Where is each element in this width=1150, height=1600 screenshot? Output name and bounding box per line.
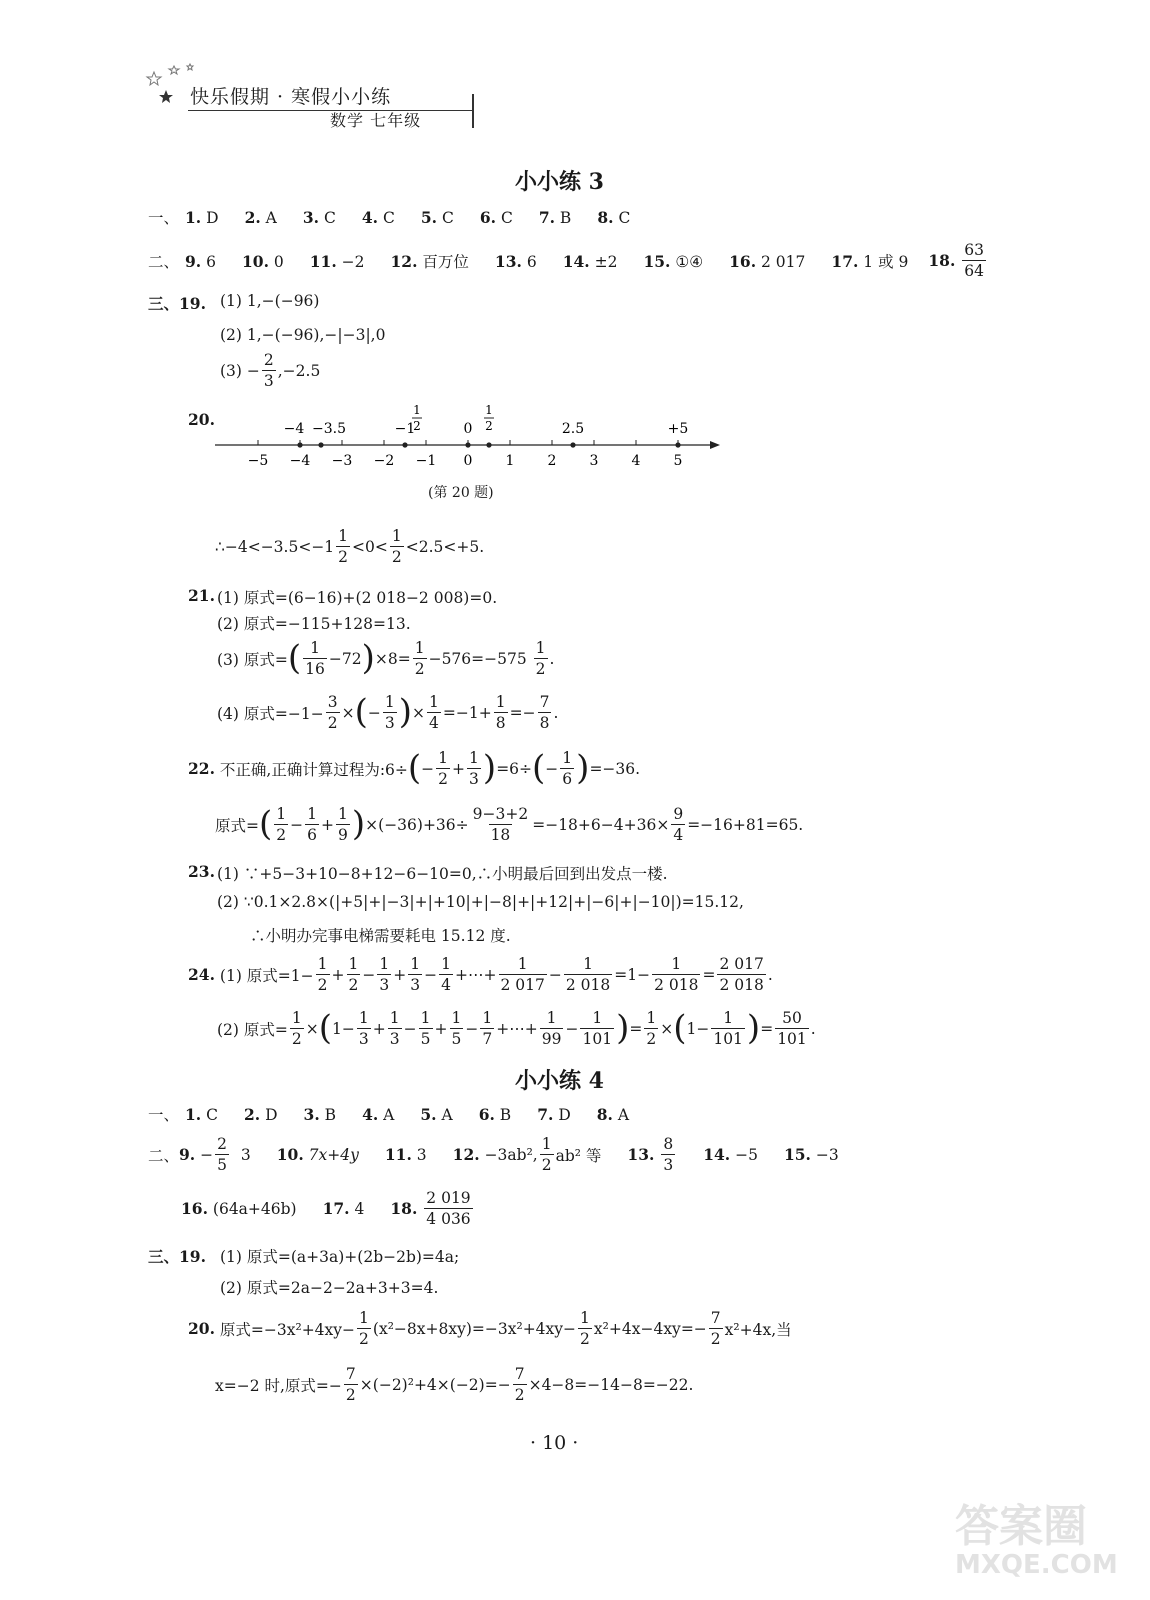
tick-label: 2: [547, 453, 557, 469]
tick-label: −3: [331, 453, 353, 469]
s4-part1: 一、 1. C 2. D 3. B 4. A 5. A 6. B 7. D 8. A: [148, 1104, 630, 1124]
tick-label: −5: [247, 453, 269, 469]
s3-q21-label: 21.: [188, 586, 215, 605]
s3-q19-label: 三、19.: [148, 294, 206, 313]
fraction-numerator: 1: [413, 403, 421, 417]
s3-q24-a1: 24. (1) 原式=1− $\frac{1}{2}$ + 1 2 − 1 3 + 1 3 − 1 4 +⋯+ 1 2 017 − 1 2 018 =1− 1 2 018 = 2 017 2 018 .: [188, 955, 773, 995]
fraction: 1 2: [338, 527, 349, 567]
point-label: −3.5: [312, 421, 346, 437]
answer-item: 1. C: [185, 1104, 218, 1124]
header-bar: [472, 94, 474, 128]
tick-label: −2: [373, 453, 395, 469]
watermark-url: MXQE.COM: [955, 1550, 1118, 1580]
s3-q20-label: 20.: [188, 410, 215, 429]
point-dot: [402, 442, 407, 447]
point-label: +5: [667, 421, 689, 437]
answer-item: 10. 0: [242, 251, 284, 271]
answer-item: 13. 6: [494, 251, 537, 271]
answer-item: 4. C: [361, 207, 395, 227]
answer-item: 5. A: [420, 1104, 453, 1124]
header-rule: [188, 110, 473, 111]
answer-item: 3. B: [303, 1104, 337, 1124]
tick-label: 5: [673, 453, 683, 469]
answer-item: 16. 2 017: [729, 251, 806, 271]
point-label: −1: [394, 421, 416, 437]
s4-q20-line2: x=−2 时,原式=− $\frac{7}{2}$ ×(−2)²+4×(−2)=− $\frac{7}{2}$ ×4−8=−14−8=−22.: [215, 1365, 694, 1405]
s3-q19-a3: (3) − $\frac{2}{3}$ ,−2.5: [220, 351, 321, 391]
s4-q20-line1: 20. 原式=−3x²+4xy− $\frac{1}{2}$ (x²−8x+8xy)=−3x²+4xy− $\frac{1}{2}$ x²+4x−4xy=− $\frac{7}{2}$ x²+4x,当: [188, 1309, 792, 1349]
page-number: · 10 ·: [530, 1432, 579, 1454]
s3-q23-a2: (2) ∵0.1×2.8×(|+5|+|−3|+|+10|+|−8|+|+12|+|−6|+|−10|)=15.12,: [217, 893, 744, 911]
s4-q19-a1: (1) 原式=(a+3a)+(2b−2b)=4a;: [220, 1248, 460, 1266]
fraction-denominator: 2: [485, 419, 493, 433]
answer-item: 7. D: [537, 1104, 571, 1124]
header-subtitle: 数学 七年级: [330, 111, 422, 130]
answer-item: 5. C: [420, 207, 454, 227]
s3-q23-a1: (1) ∵+5−3+10−8+12−6−10=0,∴小明最后回到出发点一楼.: [217, 865, 668, 883]
answer-item: 2. D: [244, 1104, 278, 1124]
section-3-title: 小小练 3: [515, 169, 604, 195]
fraction-denominator: 2: [413, 419, 421, 433]
section-4-title: 小小练 4: [515, 1068, 604, 1094]
s3-q23-label: 23.: [188, 862, 215, 881]
answer-item: 6. C: [479, 207, 513, 227]
s3-q21-a1: (1) 原式=(6−16)+(2 018−2 008)=0.: [217, 589, 498, 607]
answer-item: 1. D: [185, 207, 219, 227]
answer-item: 7. B: [538, 207, 572, 227]
s3-part2: 二、 9. 6 10. 0 11. −2 12. 百万位 13. 6 14. ±2 15. ①④ 16. 2 017 17. 1 或 9 18. 63 64: [148, 241, 985, 281]
tick-label: −4: [289, 453, 311, 469]
point-dot: [318, 442, 323, 447]
answer-item: 12. 百万位: [390, 251, 469, 271]
answer-item: 3. C: [302, 207, 336, 227]
fraction: 63 64: [964, 241, 985, 281]
tick-label: −1: [415, 453, 437, 469]
s3-q23-a3: ∴小明办完事电梯需要耗电 15.12 度.: [250, 927, 511, 945]
s3-q22-line1: 22. 不正确,正确计算过程为:6÷ ( − $\frac{1}{2}$ + $\frac{1}{3}$ ) =6÷ ( − $\frac{1}{6}$ ) =−36.: [188, 748, 641, 789]
point-dot: [570, 442, 575, 447]
s3-q19-a1: (1) 1,−(−96): [220, 292, 320, 310]
number-line: [210, 400, 730, 480]
s3-q19-a2: (2) 1,−(−96),−|−3|,0: [220, 326, 386, 344]
answer-item: 8. C: [597, 207, 631, 227]
axis-arrow-icon: [710, 441, 720, 449]
s3-part1: 一、 1. D 2. A 3. C 4. C 5. C 6. C 7. B 8. C: [148, 207, 631, 227]
s4-part2-line1: 二、 9. − $\frac{2}{5}$ 3 10. 7x+4y 11. 3 12. −3ab², 1 2 ab² 等 13. 8 3 14. −5 15. −3: [148, 1135, 839, 1175]
answer-item: 14. ±2: [562, 251, 618, 271]
s3-q20-caption: (第 20 题): [428, 485, 494, 501]
fraction-numerator: 1: [485, 403, 493, 417]
s3-q22-line2: 原式= ( 1 2 − $\frac{1}{6}$ + $\frac{1}{9}$ ) ×(−36)+36÷ $\frac{9-3+2}{18}$ =−18+6−4+36× $\frac{9}{4}$ =−16+81=65.: [215, 804, 804, 845]
header-title: 快乐假期 · 寒假小小练: [190, 86, 392, 108]
point-dot: [297, 442, 302, 447]
s4-part2-line2: 16. (64a+46b) 17. 4 18. 2 019 4 036: [181, 1189, 471, 1229]
answer-item: 17. 1 或 9: [831, 251, 909, 271]
s3-q24-a2: (2) 原式= $\frac{1}{2}$ × ( 1− 1 3 + 1 3 − 1 5 + 1 5 − 1 7 +⋯+ 1 99 − 1 101 ) = 1 2 × ( 1− 1 101 ) = 50 101 .: [217, 1008, 816, 1049]
answer-item: 11. −2: [309, 251, 365, 271]
answer-item: 6. B: [478, 1104, 512, 1124]
answer-item: 8. A: [596, 1104, 630, 1124]
s4-q19-label: 三、19.: [148, 1247, 206, 1266]
tick-label: 4: [631, 453, 641, 469]
s3-q20-conclusion: ∴−4<−3.5<−1 1 2 <0< 1 2 <2.5<+5.: [215, 527, 485, 567]
s3-q21-a3: (3) 原式= ( 1 16 −72 ) ×8= $\frac{1}{2}$ −576=−575 1 2 .: [217, 638, 555, 679]
answer-item: 2. A: [244, 207, 277, 227]
watermark-logo: 答案圈: [955, 1501, 1087, 1552]
s3-q21-a2: (2) 原式=−115+128=13.: [217, 615, 411, 633]
fraction: 1 2: [391, 527, 402, 567]
point-label: 2.5: [561, 421, 585, 437]
answer-item: 15. ①④: [643, 251, 704, 271]
s4-q19-a2: (2) 原式=2a−2−2a+3+3=4.: [220, 1279, 439, 1297]
tick-label: 3: [589, 453, 599, 469]
point-dot: [675, 442, 680, 447]
s3-q21-a4: (4) 原式=−1− $\frac{3}{2}$ × ( − $\frac{1}{3}$ ) × $\frac{1}{4}$ =−1+ $\frac{1}{8}$ =− $\frac{7}{8}$ .: [217, 692, 559, 733]
point-label: −4: [283, 421, 305, 437]
point-dot: [465, 442, 470, 447]
answer-item: 4. A: [362, 1104, 395, 1124]
tick-label: 1: [505, 453, 515, 469]
fraction: $\frac{2}{3}$: [263, 351, 274, 391]
point-dot: [486, 442, 491, 447]
tick-label: 0: [463, 453, 473, 469]
answer-item: 9. 6: [185, 251, 216, 271]
point-label: 0: [463, 421, 473, 437]
